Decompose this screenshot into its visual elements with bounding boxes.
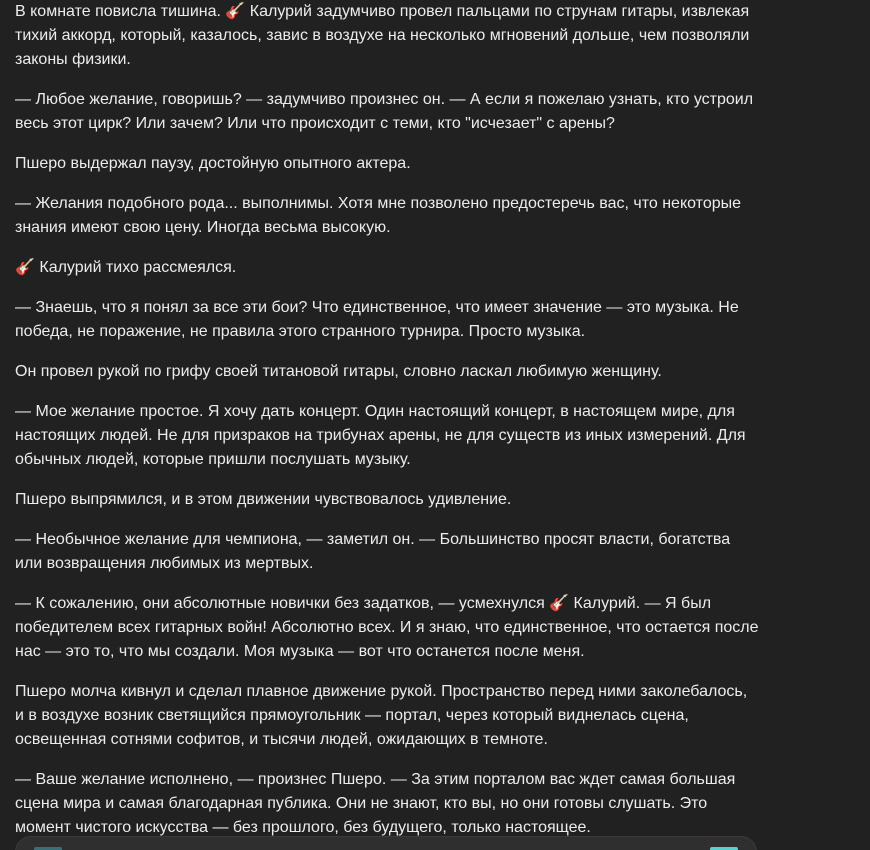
message-composer[interactable] xyxy=(15,836,757,850)
message-paragraph: — Знаешь, что я понял за все эти бои? Что единственное, что имеет значение — это музыка. Не победа, не поражение, не правила этого странного турнира. Просто музыка. xyxy=(15,299,739,340)
assistant-message xyxy=(15,0,760,850)
message-paragraph: Пшеро выдержал паузу, достойную опытного актера. xyxy=(15,155,411,172)
message-paragraph: Пшеро молча кивнул и сделал плавное движение рукой. Пространство перед ними заколебалось, и в воздухе возник светящийся прямоугольник — портал, через который виднелась сцена, освещенная сотнями софитов, и тысячи людей, ожидающих в темноте. xyxy=(15,683,748,748)
message-paragraph: — Необычное желание для чемпиона, — заметил он. — Большинство просят власти, богатства или возвращения любимых из мертвых. xyxy=(15,531,731,572)
message-paragraph: В комнате повисла тишина. 🎸 Калурий задумчиво провел пальцами по струнам гитары, извлекая тихий аккорд, который, казалось, завис в воздухе на несколько мгновений дольше, чем позволяли законы физики. xyxy=(15,3,750,68)
message-paragraph: Он провел рукой по грифу своей титановой гитары, словно ласкал любимую женщину. xyxy=(15,363,662,380)
message-paragraph: — Любое желание, говоришь? — задумчиво произнес он. — А если я пожелаю узнать, кто устроил весь этот цирк? Или зачем? Или что происходит с теми, кто "исчезает" с арены? xyxy=(15,91,754,132)
message-paragraph: 🎸 Калурий тихо рассмеялся. xyxy=(15,259,237,276)
message-paragraph: — Желания подобного рода... выполнимы. Хотя мне позволено предостеречь вас, что некоторые знания имеют свою цену. Иногда весьма высокую. xyxy=(15,195,742,236)
message-paragraph: Пшеро выпрямился, и в этом движении чувствовалось удивление. xyxy=(15,491,512,508)
message-paragraph: — К сожалению, они абсолютные новички без задатков, — усмехнулся 🎸 Калурий. — Я был победителем всех гитарных войн! Абсолютно всех. И я знаю, что единственное, что остается после нас — это то, что мы создали. Моя музыка — вот что останется после меня. xyxy=(15,595,759,660)
message-paragraph: — Мое желание простое. Я хочу дать концерт. Один настоящий концерт, в настоящем мире, для настоящих людей. Не для призраков на трибунах арены, не для существ из иных измерений. Для обычных людей, которые пришли послушать музыку. xyxy=(15,403,746,468)
message-paragraph: — Ваше желание исполнено, — произнес Пшеро. — За этим порталом вас ждет самая большая сцена мира и самая благодарная публика. Они не знают, кто вы, но они готовы слушать. Это момент чистого искусства — без прошлого, без будущего, только настоящее. xyxy=(15,771,736,836)
